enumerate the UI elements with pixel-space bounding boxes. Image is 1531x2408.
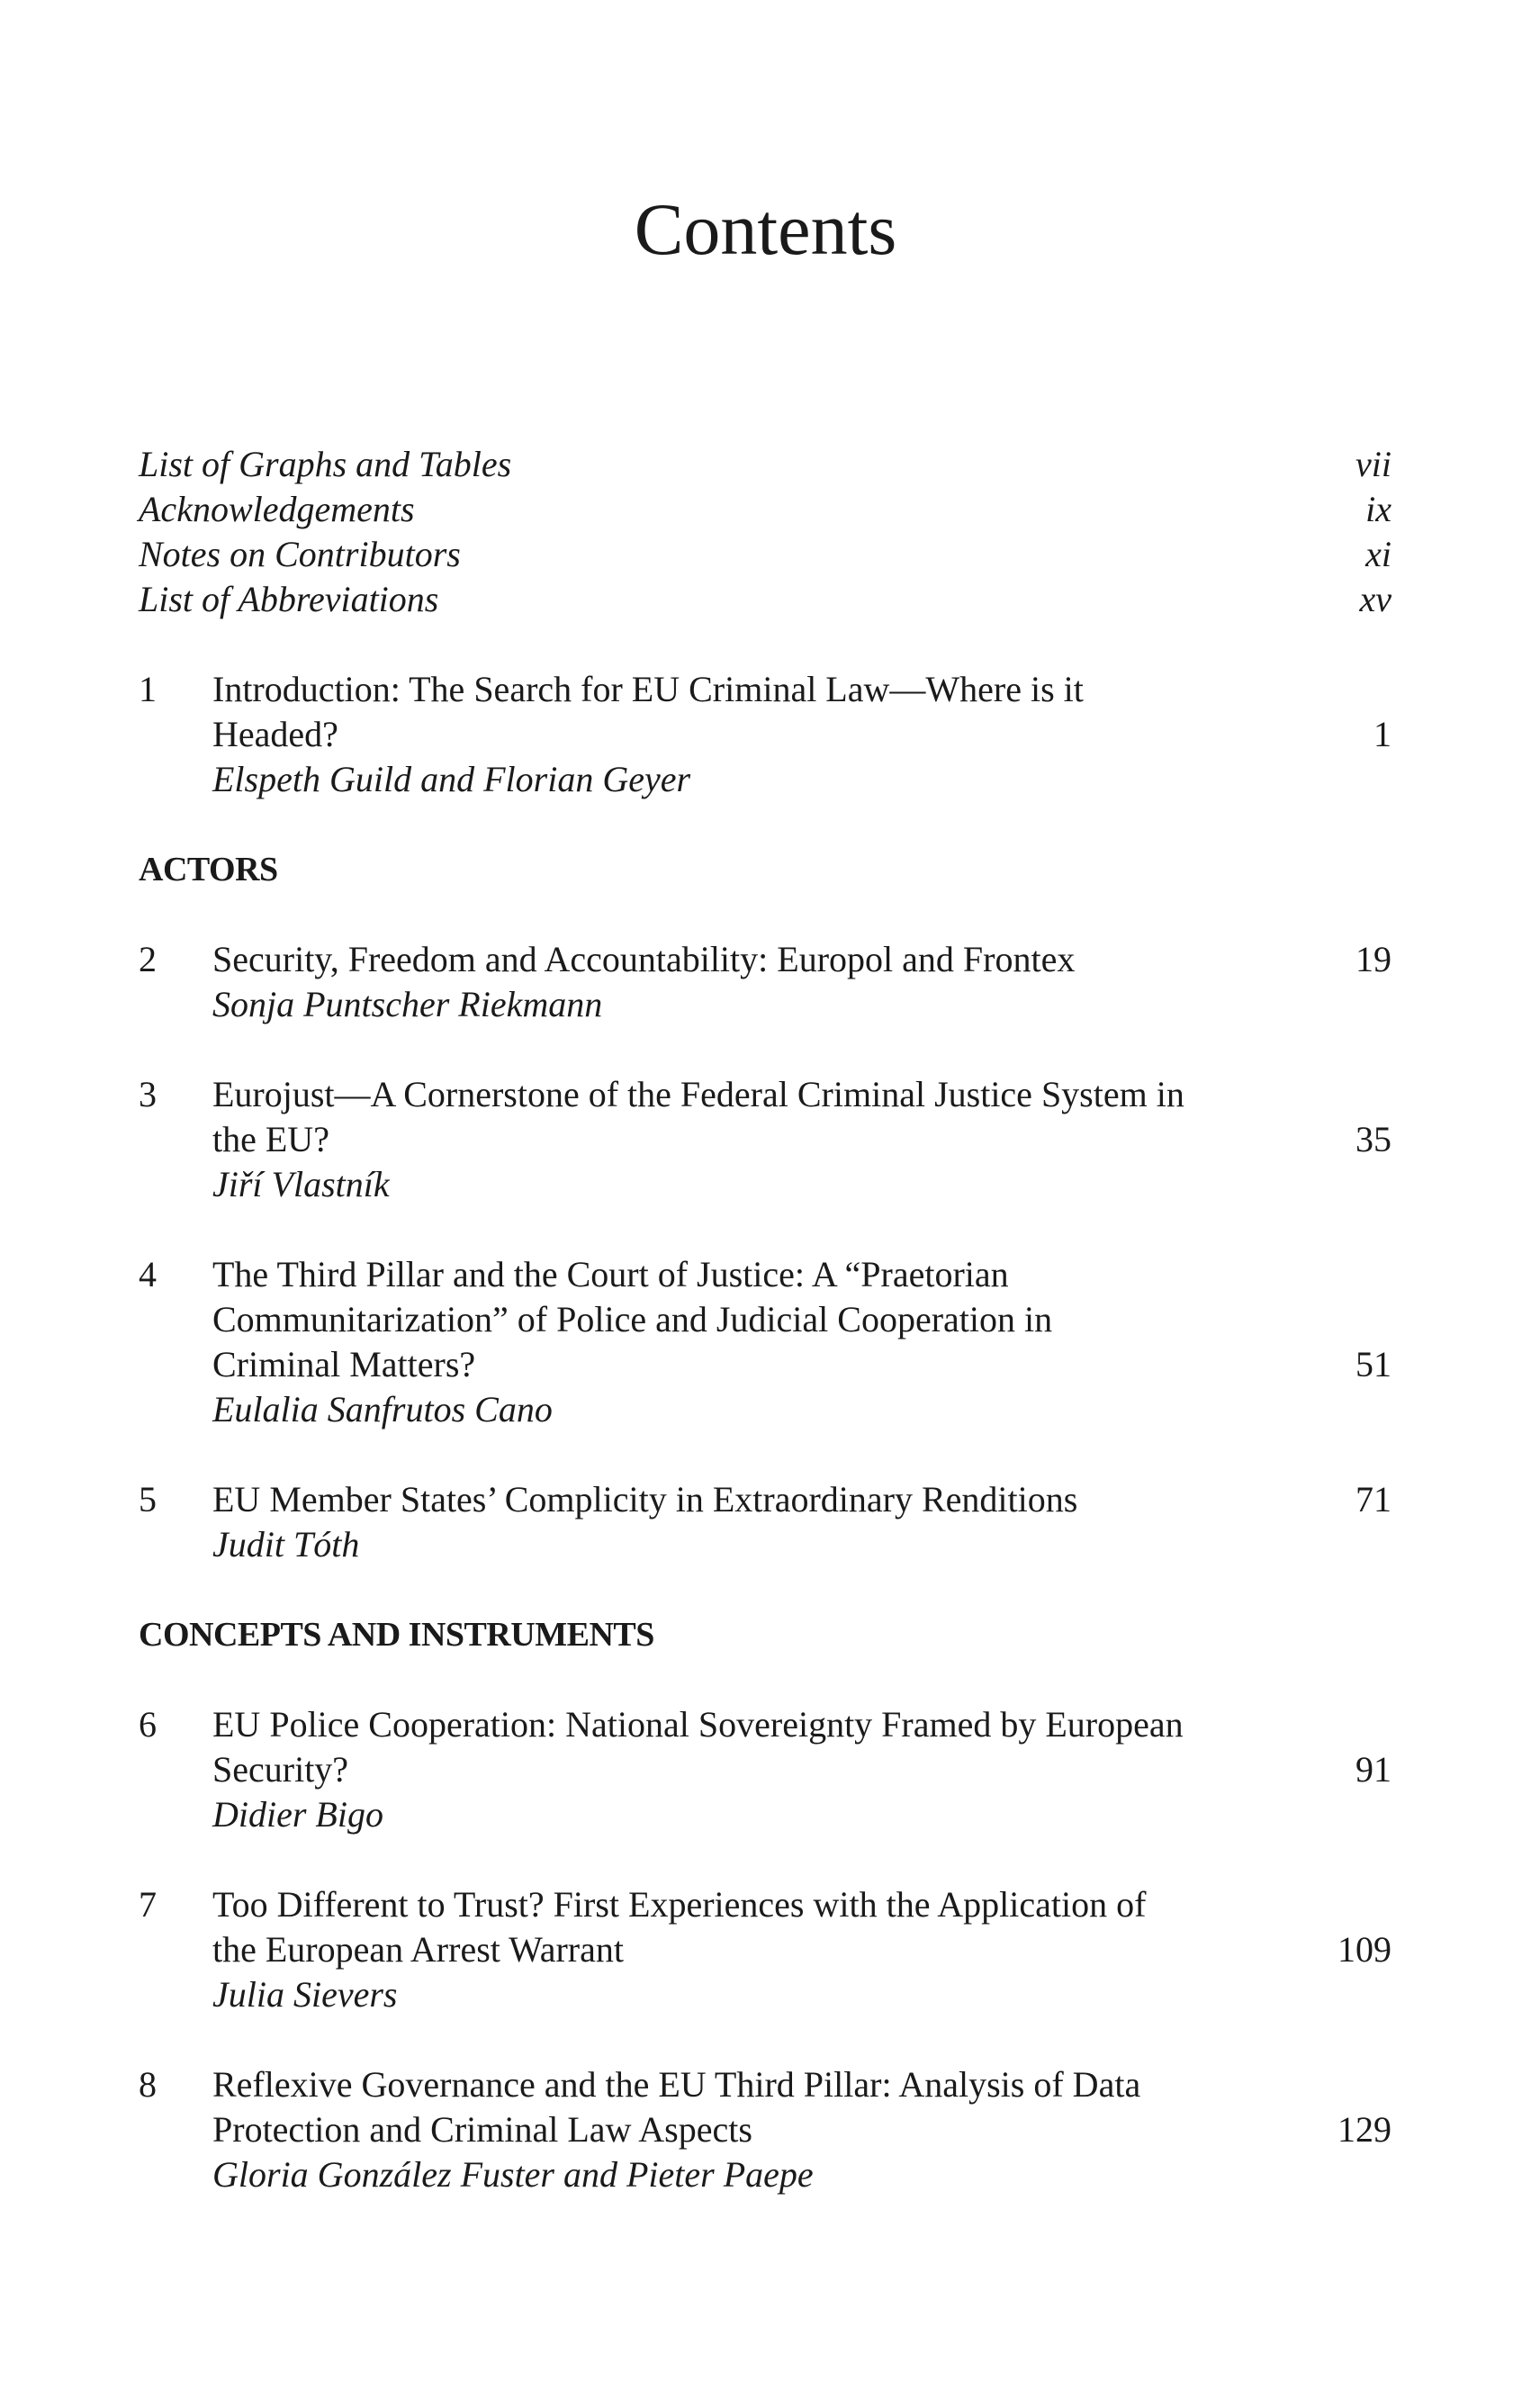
page-number: 51 [1355, 1344, 1391, 1384]
chapter-author: Julia Sievers [212, 1974, 398, 2015]
chapter-number: 6 [139, 1704, 157, 1745]
chapter-title-line [212, 937, 1391, 982]
front-matter-label: Acknowledgements [139, 489, 415, 529]
chapter-entry [139, 667, 1391, 802]
page-number: 91 [1355, 1749, 1391, 1790]
page-number: xi [1365, 534, 1391, 574]
chapter-title-line: Communitarization” of Police and Judicial Cooperation in [212, 1299, 1053, 1339]
chapter-number: 5 [139, 1479, 157, 1520]
page-number: 1 [1373, 714, 1391, 754]
page-number: 19 [1355, 939, 1391, 979]
chapter-title-line: Introduction: The Search for EU Criminal Law—Where is it [212, 669, 1084, 709]
chapter-number: 2 [139, 939, 157, 979]
chapter-title-line: Reflexive Governance and the EU Third Pillar: Analysis of Data [212, 2064, 1141, 2105]
chapter-title-text: Headed? [212, 714, 338, 754]
page-number: 109 [1337, 1929, 1391, 1970]
chapter-title-line [212, 1477, 1391, 1522]
front-matter-item [139, 532, 1391, 577]
front-matter-list [139, 442, 1391, 622]
chapter-number: 4 [139, 1254, 157, 1294]
chapter-author: Gloria González Fuster and Pieter Paepe [212, 2154, 814, 2195]
chapter-number: 1 [139, 669, 157, 709]
front-matter-item [139, 442, 1391, 487]
chapter-entry [139, 1702, 1391, 1837]
chapter-number: 7 [139, 1884, 157, 1925]
front-matter-item [139, 577, 1391, 622]
chapter-author: Eulalia Sanfrutos Cano [212, 1389, 553, 1429]
page-number: ix [1365, 489, 1391, 529]
page-number: 35 [1355, 1119, 1391, 1159]
chapter-title-text: the EU? [212, 1119, 329, 1159]
chapter-title-line: Eurojust—A Cornerstone of the Federal Criminal Justice System in [212, 1074, 1184, 1114]
page-number: 71 [1355, 1479, 1391, 1520]
chapter-entry [139, 1477, 1391, 1567]
chapter-title-line: The Third Pillar and the Court of Justice: A “Praetorian [212, 1254, 1009, 1294]
chapter-number: 8 [139, 2064, 157, 2105]
chapter-title-text: Protection and Criminal Law Aspects [212, 2109, 752, 2150]
chapter-entry [139, 1072, 1391, 1207]
chapter-entry [139, 1882, 1391, 2017]
chapter-title-text: Security, Freedom and Accountability: Europol and Frontex [212, 939, 1076, 979]
page-number: vii [1355, 444, 1391, 484]
chapter-title-text: EU Member States’ Complicity in Extraordinary Renditions [212, 1479, 1078, 1520]
chapter-title-line: Too Different to Trust? First Experiences with the Application of [212, 1884, 1147, 1925]
page-number: xv [1359, 579, 1391, 619]
chapter-number: 3 [139, 1074, 157, 1114]
front-matter-label: List of Abbreviations [139, 579, 439, 619]
chapter-title-line [212, 1117, 1391, 1162]
section-heading-actors: ACTORS [139, 851, 278, 888]
chapter-title-line [212, 1927, 1391, 1972]
front-matter-label: Notes on Contributors [139, 534, 461, 574]
chapter-title-text: Criminal Matters? [212, 1344, 476, 1384]
front-matter-item [139, 487, 1391, 532]
table-of-contents [139, 442, 1391, 2242]
page-title: Contents [634, 188, 897, 270]
front-matter-label: List of Graphs and Tables [139, 444, 512, 484]
chapter-title-line [212, 1747, 1391, 1792]
chapter-author: Elspeth Guild and Florian Geyer [212, 759, 691, 799]
chapter-author: Jiří Vlastník [212, 1164, 390, 1204]
chapter-entry [139, 2062, 1391, 2197]
chapter-title-line [212, 1342, 1391, 1387]
chapter-entry [139, 1252, 1391, 1432]
chapter-author: Didier Bigo [212, 1794, 383, 1835]
chapter-title-line [212, 712, 1391, 757]
chapter-title-line [212, 2107, 1391, 2152]
page-number: 129 [1337, 2109, 1391, 2150]
chapter-title-text: Security? [212, 1749, 349, 1790]
chapter-entry [139, 937, 1391, 1027]
chapter-title-text: the European Arrest Warrant [212, 1929, 624, 1970]
section-heading-concepts: CONCEPTS AND INSTRUMENTS [139, 1616, 654, 1654]
chapter-author: Sonja Puntscher Riekmann [212, 984, 603, 1024]
chapter-title-line: EU Police Cooperation: National Sovereignty Framed by European [212, 1704, 1184, 1745]
chapter-author: Judit Tóth [212, 1524, 360, 1565]
